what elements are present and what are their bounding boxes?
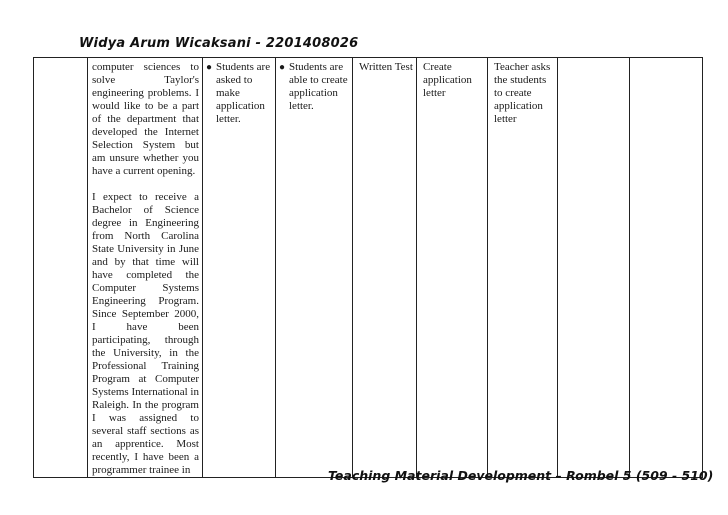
bullet-icon: ● — [279, 62, 286, 73]
lesson-plan-table — [33, 57, 703, 478]
material-paragraph: I expect to receive a Bachelor of Science degree in Engineering from North Carolina State University in June and by that time will have completed the Computer Systems Engineering Program. Since September 2000, I have been participating, through the University, in the Professional Training Program at Computer Systems International in Raleigh. In the program I was assigned to several staff sections as an apprentice. Most recently, I have been a programmer trainee in — [92, 191, 199, 476]
table-row — [34, 58, 703, 478]
material-paragraph: computer sciences to solve Taylor's engineering problems. I would like to be a part of the department that developed the Internet Selection System but am unsure whether you have a current opening. — [92, 61, 199, 177]
document-footer: Teaching Material Development – Rombel 5 (509 - 510) — [328, 468, 714, 483]
instrument-text: Teacher asks the students to create application letter — [494, 61, 551, 125]
assessment-type-text: Written Test — [359, 61, 413, 73]
empty-cell — [34, 58, 88, 478]
teacher-activity-text: Students are asked to make application letter. — [216, 61, 271, 125]
document-header-author: Widya Arum Wicaksani - 2201408026 — [79, 36, 359, 51]
assessment-form-cell — [417, 58, 488, 478]
student-activity-text: Students are able to create application letter. — [289, 61, 348, 112]
empty-cell — [558, 58, 630, 478]
teacher-activity-cell — [203, 58, 276, 478]
student-activity-cell — [276, 58, 353, 478]
material-cell — [88, 58, 203, 478]
instrument-cell — [488, 58, 558, 478]
assessment-type-cell — [353, 58, 417, 478]
empty-cell — [630, 58, 703, 478]
assessment-form-text: Create application letter — [423, 61, 472, 99]
bullet-icon: ● — [206, 62, 213, 73]
